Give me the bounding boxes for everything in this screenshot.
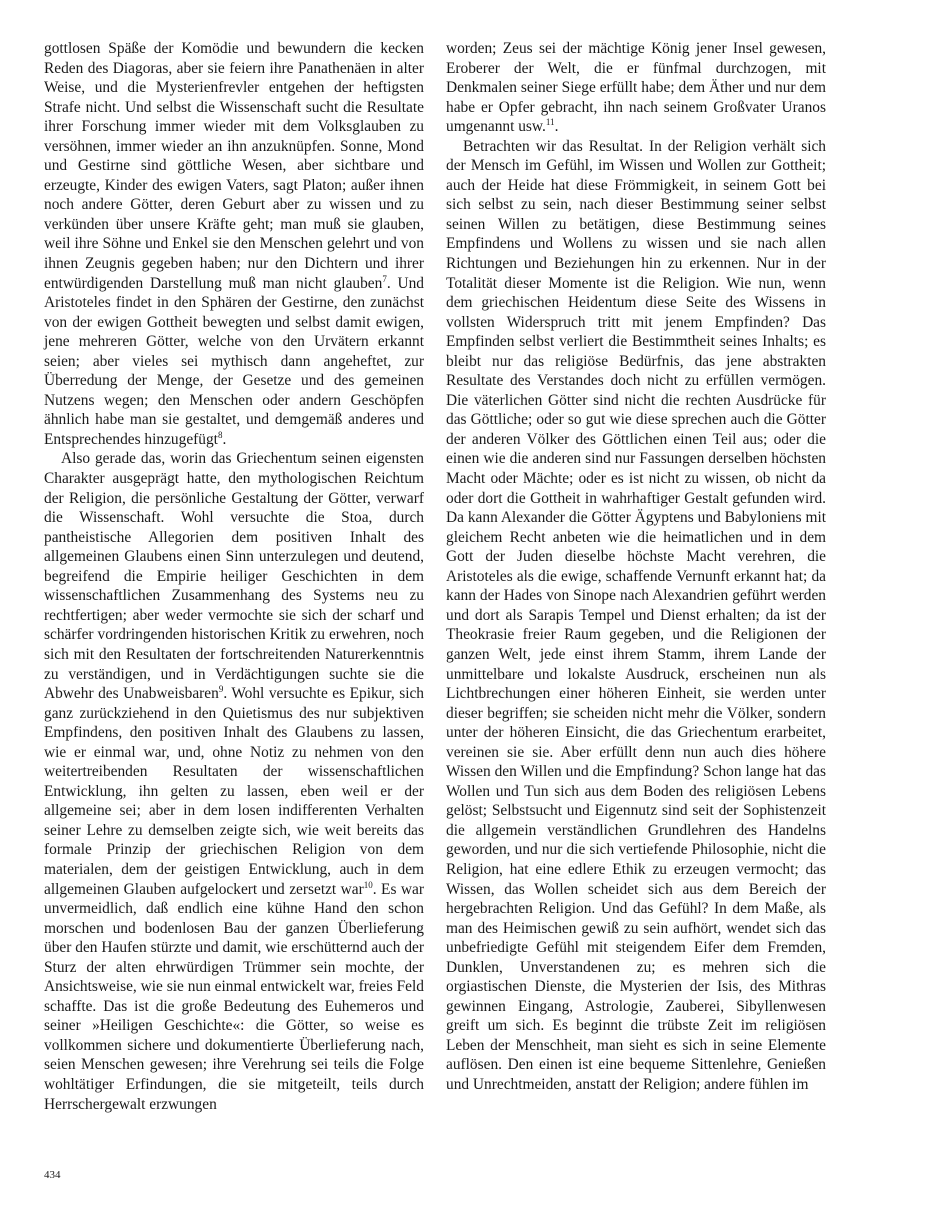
right-paragraph-2	[446, 137, 826, 1095]
text-segment: .	[222, 430, 227, 448]
left-column	[44, 39, 424, 1114]
left-paragraph-2	[44, 449, 424, 1114]
text-segment: worden; Zeus sei der mächtige König jener Insel gewesen, Eroberer der Welt, die er fünfmal durchzogen, mit Denkmalen seiner Siege erfüllt habe; dem Äther und nur dem habe er Opfer gebracht, ihn nach seinem Großvater Uranos umgenannt usw.	[446, 40, 826, 136]
text-segment: . Wohl versuchte es Epikur, sich ganz zurückziehend in den Quietismus des nur subjektiven Empfindens, den positiven Inhalt des Glaubens zu lassen, wie er einmal war, und, ohne Notiz zu nehmen von den weitertreibenden Resultaten der wissenschaftlichen Entwicklung, ihn gelten zu lassen, eben weil er der allgemeine sei; aber in dem losen indifferenten Verhalten seiner Lehre zu demselben zeigte sich, wie weit bereits das formale Prinzip der griechischen Religion von dem materialen, dem der geistigen Entwicklung, auch in dem allgemeinen Glauben aufgelockert und zersetzt war	[44, 685, 424, 898]
left-paragraph-1	[44, 39, 424, 449]
footnote-ref-7[interactable]: 7	[382, 273, 387, 284]
text-segment: . Es war unvermeidlich, daß endlich eine kühne Hand den schon morschen und bodenlosen Bau der ganzen Überlieferung über den Haufen stürzte und damit, wie erschütternd auch der Sturz der alten ehrwürdigen Trümmer sein mochte, der Ansichtsweise, wie sie nun einmal entwickelt war, freies Feld schaffte. Das ist die große Bedeutung des Euhemeros und seiner »Heiligen Geschichte«: die Götter, so weise es vollkommen sichere und dokumentierte Überlieferung nach, seien Menschen gewesen; ihre Verehrung sei teils die Folge wohltätiger Erfindungen, die sie mitgeteilt, teils durch Herrschergewalt erzwungen	[44, 880, 424, 1113]
right-column	[446, 39, 826, 1095]
page-number: 434	[44, 1169, 61, 1181]
text-segment: . Und Aristoteles findet in den Sphären der Gestirne, den zunächst von der ewigen Gottheit bewegten und selbst damit ewigen, jene mehreren Götter, welche von den Urvätern erkannt seien; aber vieles sei mythisch dann angeheftet, zur Überredung der Menge, der Gesetze und des gemeinen Nutzens wegen; den Menschen oder andern Geschöpfen ähnlich habe man sie gestaltet, und demgemäß anderes und Entsprechendes hinzugefügt	[44, 274, 424, 448]
footnote-ref-9[interactable]: 9	[218, 684, 224, 695]
text-segment: Betrachten wir das Resultat. In der Religion verhält sich der Mensch im Gefühl, im Wissen und Wollen zur Gottheit; auch der Heide hat diese Frömmigkeit, in seinem Gott bei sich selbst zu sein, nach dieser Bestimmung seiner selbst seinen Willen zu betätigen, diese Bestimmung seines Empfindens und Wollens zu wissen und sie nach allen Richtungen und Beziehungen hin zu erkennen. Nur in der Totalität dieser Momente ist die Religion. Wie nun, wenn dem griechischen Heidentum diese Seite des Wissens in vollsten Widerspruch tritt mit jenem Empfinden? Das Empfinden selbst verliert die Bestimmtheit seines Inhalts; es bleibt nur das religiöse Bedürfnis, das jene abstrakten Resultate des Verstandes doch nicht zu erfüllen vermögen. Die väterlichen Götter sind nicht die rechten Ausdrücke für das Göttliche; oder so gut wie diese sprechen auch die Götter der anderen Völker des Göttlichen einen Teil aus; oder die einen wie die anderen sind nur Fassungen derselben höchsten Macht oder Mächte; oder es ist nicht zu wissen, ob nicht da oder dort die Gottheit in wahrhaftiger Gestalt gefunden wird. Da kann Alexander die Götter Ägyptens und Babyloniens mit gleichem Recht anbeten wie die heimatlichen und in dem Gott der Juden dieselbe höchste Macht verehren, die Aristoteles als die ewige, schaffende Vernunft erkannt hat; da kann der Hades von Sinope nach Alexandrien geführt werden und dort als Sarapis Tempel und Dienst erhalten; da ist der Theokrasie freier Raum gegeben, und die Religionen der ganzen Welt, jede einst ihrem Stamm, ihrem Lande der unmittelbare und lokalste Ausdruck, erscheinen nun als Lichtbrechungen einer höheren Einheit, sie werden unter dieser begriffen; sie scheiden nicht mehr die Völker, sondern unter der höheren Einsicht, die das Griechentum erarbeitet, vereinen sie sie. Aber erfüllt denn nun auch dies höhere Wissen den Willen und die Empfindung? Schon lange hat das Wollen und Tun sich aus dem Boden des religiösen Lebens gelöst; Selbstsucht und Eigennutz sind seit der Sophistenzeit die allgemein verständlichen Grundlehren des Handelns geworden, und nur die sich vertiefende Philosophie, nicht die Religion, hat eine edlere Ethik zu erzeugen vermocht; das Wissen, das Wollen scheidet sich aus dem Bereich der hergebrachten Religion. Und das Gefühl? In dem Maße, als man des Heimischen gewiß zu sein aufhört, wendet sich das unbefriedigte Gefühl mit steigendem Eifer dem Fremden, Dunklen, Unverstandenen zu; es mehren sich die orgiastischen Dienste, die Mysterien der Isis, des Mithras gewinnen Eingang, Astrologie, Zauberei, Sibyllenwesen greift um sich. Es beginnt die trübste Zeit im religiösen Leben der Menschheit, man sieht es sich in seine Elemente auflösen. Den einen ist eine bequeme Sittenlehre, Genießen und Unrechtmeiden, anstatt der Religion; andere fühlen im	[446, 137, 826, 1093]
text-segment: gottlosen Späße der Komödie und bewundern die kecken Reden des Diagoras, aber sie feiern ihre Panathenäen in alter Weise, und die Mysterienfrevler entgehen der heftigsten Strafe nicht. Und selbst die Wissenschaft sucht die Resultate ihrer Forschung immer wieder mit dem Volksglauben zu versöhnen, immer wieder an ihn anzuknüpfen. Sonne, Mond und Gestirne sind göttliche Wesen, aber sichtbare und erzeugte, Kinder des ewigen Vaters, sagt Platon; außer ihnen noch andere Götter, deren Geburt aber zu wissen und zu verkünden über unsere Kräfte geht; man muß sie glauben, weil ihre Söhne und Enkel sie den Menschen gelehrt und von ihnen Zeugnis gegeben haben; nur den Dichtern und ihrer entwürdigenden Darstellung muß man nicht glauben	[44, 40, 424, 292]
text-segment: .	[554, 118, 559, 136]
footnote-ref-8[interactable]: 8	[217, 429, 223, 440]
footnote-ref-11[interactable]: 11	[545, 117, 555, 128]
footnote-ref-10[interactable]: 10	[363, 879, 373, 890]
right-paragraph-1	[446, 39, 826, 137]
text-segment: Also gerade das, worin das Griechentum seinen eigensten Charakter ausgeprägt hatte, den mythologischen Reichtum der Religion, die persönliche Gestaltung der Götter, verwarf die Wissenschaft. Wohl versuchte die Stoa, durch pantheistische Allegorien dem positiven Inhalt des allgemeinen Glaubens einen Sinn unterzulegen und deutend, begreifend die Empirie heiliger Geschichten in dem wissenschaftlichen Zusammenhang des Systems neu zu rechtfertigen; aber weder vermochte sie sich der scharf und schärfer vordringenden historischen Kritik zu erwehren, noch sich mit den Resultaten der fortschreitenden Naturerkenntnis zu verständigen, und in Verdächtigungen suchte sie die Abwehr des Unabweisbaren	[44, 450, 424, 703]
